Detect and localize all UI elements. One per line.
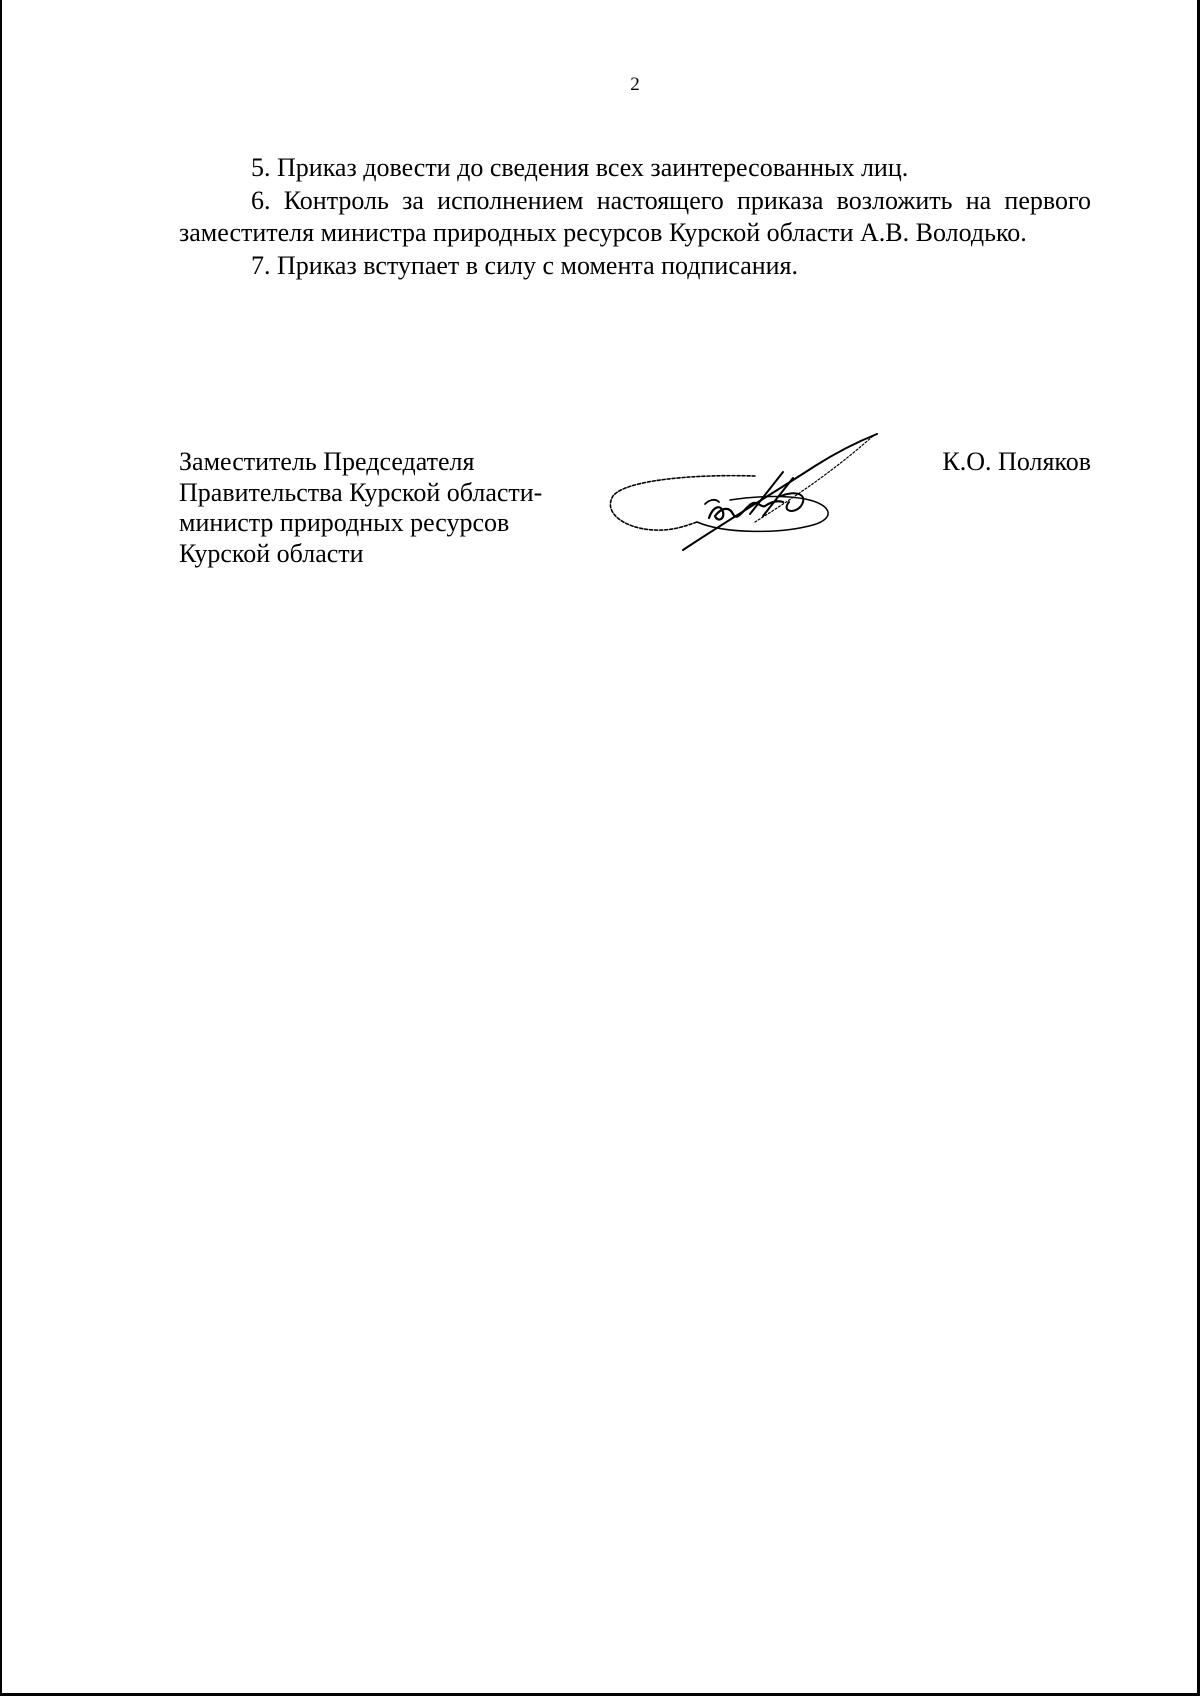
- paragraph-6: 6. Контроль за исполнением настоящего приказа возложить на первого заместителя министра природных ресурсов Курской области А.В. Володько.: [179, 185, 1091, 247]
- signatory-title-line: министр природных ресурсов: [179, 508, 510, 537]
- page-number: 2: [630, 74, 640, 95]
- signatory-title-line: Заместитель Председателя: [179, 447, 475, 476]
- paragraph-7: 7. Приказ вступает в силу с момента подписания.: [251, 250, 799, 280]
- handwritten-signature-icon: [605, 430, 885, 555]
- paragraph-5: 5. Приказ довести до сведения всех заинтересованных лиц.: [251, 153, 909, 182]
- signatory-title-line: Курской области: [179, 538, 364, 568]
- signatory-title: [179, 447, 599, 569]
- signatory-name: К.О. Поляков: [942, 447, 1091, 476]
- scan-border-left: [0, 0, 2, 1696]
- signatory-title-line: Правительства Курской области-: [179, 477, 543, 507]
- document-body: [179, 152, 1091, 282]
